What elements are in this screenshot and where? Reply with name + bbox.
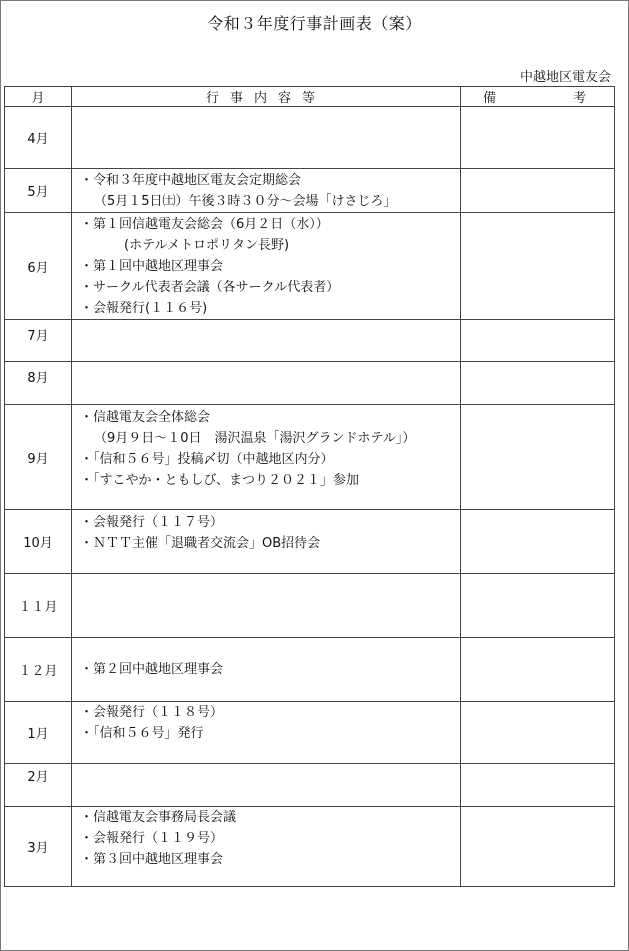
content-line: ・サークル代表者会議（各サークル代表者） — [80, 279, 340, 295]
remark-cell — [461, 510, 615, 574]
content-line: ・会報発行(１１６号) — [80, 300, 208, 316]
month-cell: １２月 — [5, 638, 72, 702]
content-line: ・第１回中越地区理事会 — [80, 258, 224, 274]
remark-cell — [461, 764, 615, 807]
month-cell: １１月 — [5, 574, 72, 638]
table-row — [5, 213, 615, 320]
month-cell: 6月 — [5, 213, 72, 320]
content-line: ・会報発行（１１９号） — [80, 831, 224, 846]
content-cell — [72, 510, 461, 574]
content-line: ・第２回中越地区理事会 — [80, 662, 224, 677]
header-remark — [461, 87, 615, 107]
content-line: ・信越電友会事務局長会議 — [80, 810, 237, 825]
month-cell: 1月 — [5, 702, 72, 764]
content-cell — [72, 169, 461, 213]
content-line: ・第１回信越電友会総会（6月２日（水）） — [80, 216, 329, 232]
header-content: 行事内容等 — [72, 87, 461, 107]
content-cell — [72, 702, 461, 764]
header-remark-right: 考 — [572, 91, 586, 106]
month-cell: 3月 — [5, 807, 72, 887]
content-cell — [72, 362, 461, 405]
schedule-rows — [5, 107, 615, 887]
content-line: （9月９日～１0日 湯沢温泉「湯沢グランドホテル」） — [94, 431, 416, 446]
remark-cell — [461, 807, 615, 887]
content-line: ・令和３年度中越地区電友会定期総会 — [80, 172, 302, 188]
remark-cell — [461, 405, 615, 510]
table-row — [5, 362, 615, 405]
remark-cell — [461, 638, 615, 702]
table-row — [5, 107, 615, 169]
month-cell: 9月 — [5, 405, 72, 510]
month-cell: 8月 — [5, 362, 72, 405]
schedule-table — [4, 86, 615, 887]
table-row — [5, 169, 615, 213]
remark-cell — [461, 574, 615, 638]
month-cell: 2月 — [5, 764, 72, 807]
content-line: ・会報発行（１１７号） — [80, 515, 224, 530]
month-cell: 10月 — [5, 510, 72, 574]
month-cell: 7月 — [5, 320, 72, 362]
table-row — [5, 574, 615, 638]
content-line: ・「すこやか・ともしび、まつり２０２１」参加 — [80, 473, 359, 488]
remark-cell — [461, 169, 615, 213]
content-line: ・「信和５６号」発行 — [80, 726, 204, 741]
remark-cell — [461, 107, 615, 169]
content-line: (ホテルメトロポリタン長野) — [124, 237, 290, 253]
content-cell — [72, 764, 461, 807]
organization-name: 中越地区電友会 — [519, 70, 611, 85]
content-line: ・会報発行（１１８号） — [80, 705, 224, 720]
header-remark-left: 備 — [483, 91, 497, 106]
content-line: （5月１5日㈯）午後３時３０分～会場「けさじろ」 — [94, 193, 397, 209]
content-cell — [72, 405, 461, 510]
content-cell — [72, 638, 461, 702]
header-row — [5, 87, 615, 107]
content-line: ・信越電友会全体総会 — [80, 410, 211, 425]
content-line: ・「信和５６号」投稿〆切（中越地区内分） — [80, 452, 334, 467]
table-row — [5, 320, 615, 362]
table-row — [5, 510, 615, 574]
remark-cell — [461, 362, 615, 405]
remark-cell — [461, 213, 615, 320]
content-cell — [72, 807, 461, 887]
table-row — [5, 807, 615, 887]
content-cell — [72, 320, 461, 362]
table-row — [5, 405, 615, 510]
table-row — [5, 638, 615, 702]
table-row — [5, 702, 615, 764]
table-row — [5, 764, 615, 807]
remark-cell — [461, 702, 615, 764]
content-line: ・ＮＴＴ主催「退職者交流会」OB招待会 — [80, 536, 321, 551]
content-line: ・第３回中越地区理事会 — [80, 852, 224, 867]
month-cell: 4月 — [5, 107, 72, 169]
content-cell — [72, 107, 461, 169]
content-cell — [72, 213, 461, 320]
document-title: 令和３年度行事計画表（案） — [207, 14, 422, 33]
header-month: 月 — [5, 87, 72, 107]
remark-cell — [461, 320, 615, 362]
month-cell: 5月 — [5, 169, 72, 213]
content-cell — [72, 574, 461, 638]
